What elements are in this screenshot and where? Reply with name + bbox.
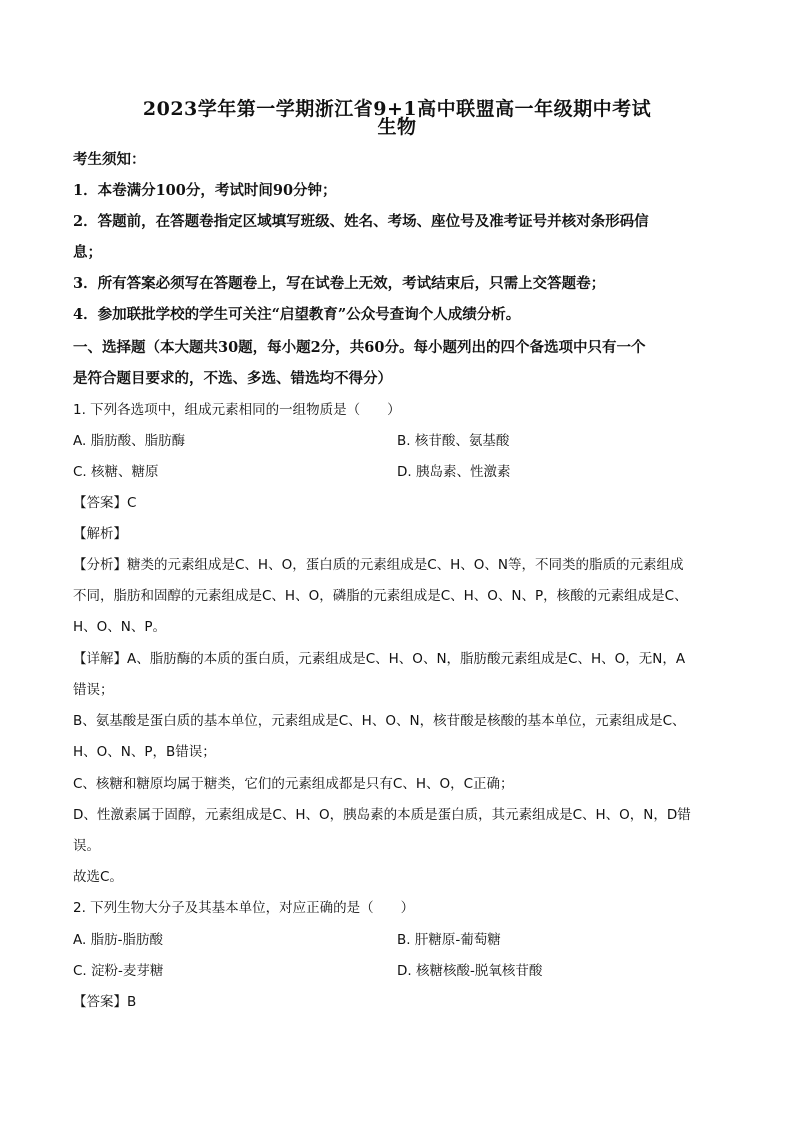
question-1-analysis-label: 【解析】	[73, 526, 127, 542]
section-heading-cont: 是符合题目要求的，不选、多选、错选均不得分）	[73, 370, 392, 387]
answer-label: 【答案】	[73, 994, 127, 1010]
question-2-stem: 2. 下列生物大分子及其基本单位，对应正确的是（ ）	[73, 900, 415, 916]
answer-value: C	[127, 495, 137, 511]
question-1-answer	[73, 493, 723, 513]
question-1-xiangjie-3: B、氨基酸是蛋白质的基本单位，元素组成是C、H、O、N，核苷酸是核酸的基本单位，元素组成是C、	[73, 713, 686, 729]
question-2-option-d: D. 核糖核酸-脱氧核苷酸	[397, 963, 543, 979]
question-2-option-c: C. 淀粉-麦芽糖	[73, 963, 164, 979]
fenxi-label: 【分析】	[73, 557, 127, 573]
question-1-xiangjie-1	[73, 649, 723, 669]
question-1-fenxi-2: 不同，脂肪和固醇的元素组成是C、H、O，磷脂的元素组成是C、H、O、N、P，核酸的元素组成是C、	[73, 588, 688, 604]
question-1-option-b: B. 核苷酸、氨基酸	[397, 433, 510, 449]
question-1-fenxi-1	[73, 555, 723, 575]
notice-item-2: 2．答题前，在答题卷指定区域填写班级、姓名、考场、座位号及准考证号并核对条形码信	[73, 213, 649, 230]
notice-item-4: 4．参加联批学校的学生可关注“启望教育”公众号查询个人成绩分析。	[73, 306, 521, 323]
question-1-xiangjie-7: 误。	[73, 838, 100, 854]
question-1-fenxi-3: H、O、N、P。	[73, 619, 167, 635]
question-2-answer	[73, 992, 723, 1012]
subject-title: 生物	[377, 116, 417, 138]
answer-label: 【答案】	[73, 495, 127, 511]
question-1-option-a: A. 脂肪酸、脂肪酶	[73, 433, 186, 449]
fenxi-text: 糖类的元素组成是C、H、O，蛋白质的元素组成是C、H、O、N等，不同类的脂质的元素组成	[127, 557, 684, 573]
question-1-stem: 1. 下列各选项中，组成元素相同的一组物质是（ ）	[73, 402, 401, 418]
question-1-xiangjie-5: C、核糖和糖原均属于糖类，它们的元素组成都是只有C、H、O，C正确；	[73, 776, 514, 792]
question-2-option-b: B. 肝糖原-葡萄糖	[397, 932, 501, 948]
notice-item-3: 3．所有答案必须写在答题卷上，写在试卷上无效，考试结束后，只需上交答题卷；	[73, 275, 606, 292]
question-1-xiangjie-6: D、性激素属于固醇，元素组成是C、H、O，胰岛素的本质是蛋白质，其元素组成是C、H、O，N，D错	[73, 807, 691, 823]
question-2-option-a: A. 脂肪-脂肪酸	[73, 932, 163, 948]
answer-value: B	[127, 994, 137, 1010]
question-1-conclusion: 故选C。	[73, 869, 123, 885]
xiangjie-text: A、脂肪酶的本质的蛋白质，元素组成是C、H、O、N，脂肪酸元素组成是C、H、O，无N，A	[127, 651, 686, 667]
notice-item-2-cont: 息；	[73, 244, 102, 261]
section-heading: 一、选择题（本大题共30题，每小题2分，共60分。每小题列出的四个备选项中只有一个	[73, 339, 646, 356]
question-1-option-d: D. 胰岛素、性激素	[397, 464, 511, 480]
exam-title: 2023学年第一学期浙江省9+1高中联盟高一年级期中考试	[142, 98, 652, 120]
question-1-option-c: C. 核糖、糖原	[73, 464, 159, 480]
notice-heading: 考生须知：	[73, 151, 146, 168]
question-1-xiangjie-2: 错误；	[73, 682, 114, 698]
xiangjie-label: 【详解】	[73, 651, 127, 667]
notice-item-1: 1．本卷满分100分，考试时间90分钟；	[73, 182, 337, 199]
question-1-xiangjie-4: H、O、N、P，B错误；	[73, 744, 216, 760]
